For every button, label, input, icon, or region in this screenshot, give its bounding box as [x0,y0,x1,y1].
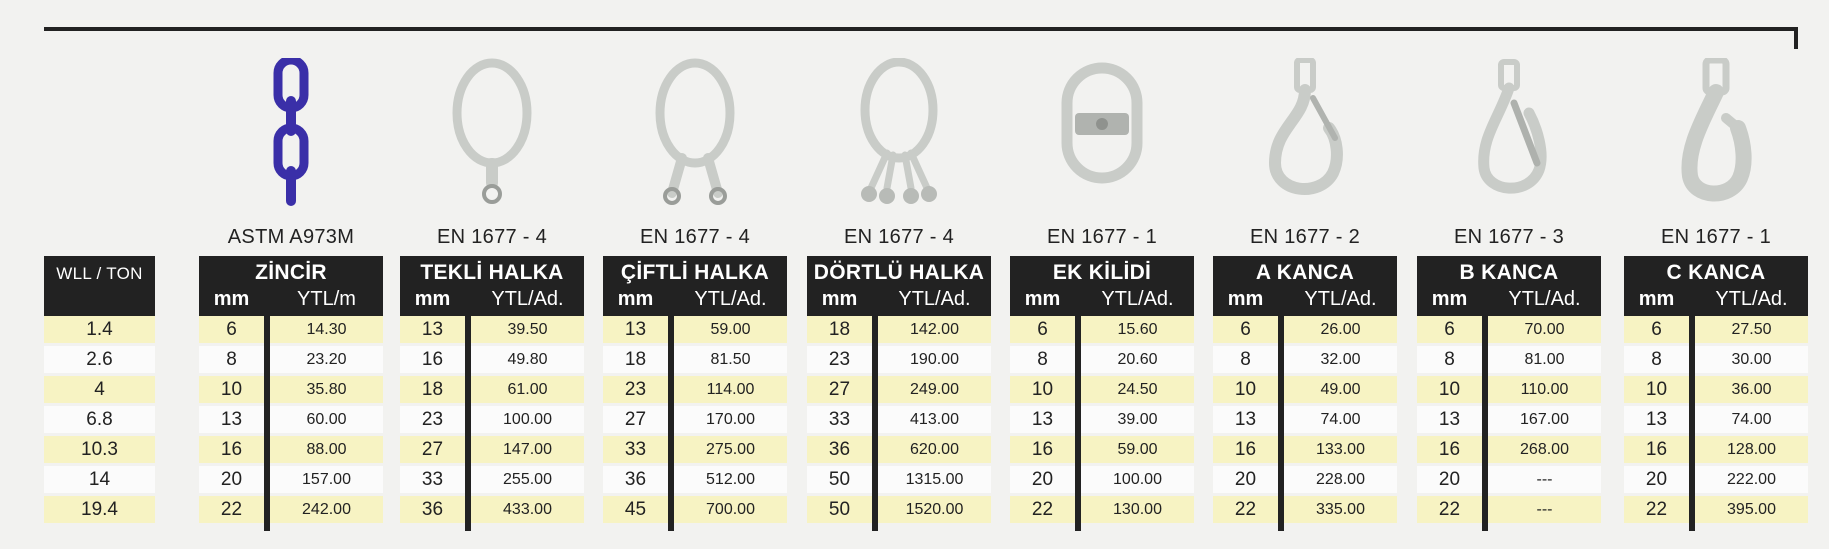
mm-column-label: mm [1431,288,1468,310]
price-value: 15.60 [1081,316,1194,343]
product-image [199,58,383,218]
price-value: 395.00 [1695,496,1808,523]
wll-column [44,0,155,549]
price-value: 249.00 [878,376,991,403]
product-standard: EN 1677 - 4 [843,226,955,248]
product-image [1010,58,1194,218]
product-standard: EN 1677 - 1 [1660,226,1772,248]
mm-value: 18 [807,316,872,343]
mm-value: 6 [1417,316,1482,343]
mm-column-label: mm [1227,288,1264,310]
quad-master-link-icon [849,58,949,208]
product-title: ÇİFTLİ HALKA [620,261,770,284]
product-image [603,58,787,218]
mm-value: 22 [1213,496,1278,523]
mm-value: 20 [1213,466,1278,493]
mm-value: 23 [807,346,872,373]
product-standard: EN 1677 - 2 [1249,226,1361,248]
mm-value: 23 [603,376,668,403]
mm-value: 22 [199,496,264,523]
product-header [199,256,383,316]
mm-value: 8 [199,346,264,373]
mm-value: 36 [807,436,872,463]
mm-value: 13 [603,316,668,343]
product-standard: EN 1677 - 3 [1453,226,1565,248]
price-column-label: YTL/Ad. [1508,288,1581,310]
product-title: B KANCA [1459,261,1559,284]
price-value: 26.00 [1284,316,1397,343]
price-value: 20.60 [1081,346,1194,373]
product-title: A KANCA [1255,261,1355,284]
mm-column-label: mm [617,288,654,310]
product-title: DÖRTLÜ HALKA [813,261,985,284]
product-column-8 [1624,0,1808,549]
price-value: 128.00 [1695,436,1808,463]
mm-value: 16 [1213,436,1278,463]
mm-value: 20 [199,466,264,493]
price-value: 81.00 [1488,346,1601,373]
price-value: 70.00 [1488,316,1601,343]
wll-value: 6.8 [44,406,155,433]
mm-value: 10 [1010,376,1075,403]
price-value: 39.50 [471,316,584,343]
mm-value: 20 [1417,466,1482,493]
product-standard: EN 1677 - 4 [436,226,548,248]
price-value: 413.00 [878,406,991,433]
product-image [1624,58,1808,218]
product-title: TEKLİ HALKA [420,261,564,284]
mm-value: 50 [807,466,872,493]
product-title: EK KİLİDİ [1052,261,1152,284]
mm-value: 33 [807,406,872,433]
mm-value: 6 [1213,316,1278,343]
price-column-label: YTL/Ad. [1715,288,1788,310]
double-master-link-icon [650,58,740,208]
price-value: 30.00 [1695,346,1808,373]
price-value: 130.00 [1081,496,1194,523]
mm-value: 27 [603,406,668,433]
product-column-5 [1010,0,1194,549]
mm-value: 50 [807,496,872,523]
mm-column-label: mm [821,288,858,310]
connecting-link-icon [1057,58,1147,208]
mm-value: 20 [1010,466,1075,493]
price-value: 268.00 [1488,436,1601,463]
price-value: 228.00 [1284,466,1397,493]
product-column-1 [199,0,383,549]
mm-column-label: mm [414,288,451,310]
wll-value: 4 [44,376,155,403]
mm-value: 8 [1417,346,1482,373]
price-column-label: YTL/Ad. [1304,288,1377,310]
safety-hook-icon [1459,58,1559,208]
price-value: 61.00 [471,376,584,403]
price-value: 39.00 [1081,406,1194,433]
mm-value: 27 [807,376,872,403]
mm-value: 27 [400,436,465,463]
wll-value: 1.4 [44,316,155,343]
mm-column-label: mm [213,288,250,310]
product-header [1213,256,1397,316]
mm-value: 22 [1417,496,1482,523]
wll-value: 2.6 [44,346,155,373]
price-value: 620.00 [878,436,991,463]
mm-value: 45 [603,496,668,523]
grab-hook-icon [1666,58,1766,208]
price-value: 36.00 [1695,376,1808,403]
product-image [807,58,991,218]
mm-value: 6 [1010,316,1075,343]
mm-value: 8 [1213,346,1278,373]
price-column-label: YTL/m [297,288,356,310]
mm-value: 22 [1624,496,1689,523]
price-value: 147.00 [471,436,584,463]
price-column-label: YTL/Ad. [1101,288,1174,310]
price-value: 59.00 [1081,436,1194,463]
price-value: 49.00 [1284,376,1397,403]
mm-value: 10 [1213,376,1278,403]
price-value: 157.00 [270,466,383,493]
product-header [807,256,991,316]
product-image [1213,58,1397,218]
price-value: --- [1488,496,1601,523]
mm-value: 8 [1010,346,1075,373]
mm-value: 16 [400,346,465,373]
price-value: 49.80 [471,346,584,373]
mm-value: 8 [1624,346,1689,373]
product-title: C KANCA [1666,261,1766,284]
price-value: 242.00 [270,496,383,523]
price-value: 167.00 [1488,406,1601,433]
product-image [1417,58,1601,218]
mm-value: 13 [199,406,264,433]
mm-value: 36 [400,496,465,523]
mm-value: 10 [199,376,264,403]
price-column-label: YTL/Ad. [898,288,971,310]
mm-value: 22 [1010,496,1075,523]
price-value: 275.00 [674,436,787,463]
price-value: 1315.00 [878,466,991,493]
mm-value: 6 [199,316,264,343]
product-column-6 [1213,0,1397,549]
mm-column-label: mm [1638,288,1675,310]
price-value: 133.00 [1284,436,1397,463]
price-value: 74.00 [1695,406,1808,433]
mm-value: 20 [1624,466,1689,493]
price-value: 433.00 [471,496,584,523]
price-value: 32.00 [1284,346,1397,373]
price-value: 114.00 [674,376,787,403]
product-header [1417,256,1601,316]
price-value: 100.00 [471,406,584,433]
mm-value: 10 [1417,376,1482,403]
price-value: 170.00 [674,406,787,433]
mm-value: 16 [1417,436,1482,463]
product-standard: ASTM A973M [227,226,355,248]
price-value: 110.00 [1488,376,1601,403]
mm-value: 16 [199,436,264,463]
wll-header-label: WLL / TON [56,264,143,283]
product-standard: EN 1677 - 1 [1046,226,1158,248]
wll-value: 10.3 [44,436,155,463]
product-header [1624,256,1808,316]
price-value: 190.00 [878,346,991,373]
mm-value: 23 [400,406,465,433]
mm-column-label: mm [1024,288,1061,310]
wll-value: 14 [44,466,155,493]
mm-value: 16 [1010,436,1075,463]
mm-value: 18 [400,376,465,403]
mm-value: 13 [1213,406,1278,433]
mm-value: 18 [603,346,668,373]
mm-value: 36 [603,466,668,493]
mm-value: 13 [1417,406,1482,433]
product-column-2 [400,0,584,549]
price-value: 23.20 [270,346,383,373]
price-value: 60.00 [270,406,383,433]
price-column-label: YTL/Ad. [694,288,767,310]
price-value: 255.00 [471,466,584,493]
price-value: 74.00 [1284,406,1397,433]
product-header [1010,256,1194,316]
chain-icon [256,58,326,208]
product-standard: EN 1677 - 4 [639,226,751,248]
price-value: 27.50 [1695,316,1808,343]
price-value: 142.00 [878,316,991,343]
wll-header [44,256,155,316]
price-value: 335.00 [1284,496,1397,523]
product-image [400,58,584,218]
mm-value: 13 [1010,406,1075,433]
price-value: 35.80 [270,376,383,403]
price-value: 24.50 [1081,376,1194,403]
mm-value: 13 [400,316,465,343]
price-value: 59.00 [674,316,787,343]
price-value: 81.50 [674,346,787,373]
price-value: 700.00 [674,496,787,523]
mm-value: 10 [1624,376,1689,403]
mm-value: 16 [1624,436,1689,463]
price-value: 512.00 [674,466,787,493]
product-title: ZİNCİR [255,261,327,284]
price-value: 1520.00 [878,496,991,523]
price-value: --- [1488,466,1601,493]
price-value: 100.00 [1081,466,1194,493]
price-value: 14.30 [270,316,383,343]
mm-value: 13 [1624,406,1689,433]
price-value: 222.00 [1695,466,1808,493]
mm-value: 33 [400,466,465,493]
sling-hook-icon [1255,58,1355,208]
product-header [603,256,787,316]
mm-value: 6 [1624,316,1689,343]
price-column-label: YTL/Ad. [491,288,564,310]
product-column-3 [603,0,787,549]
product-column-4 [807,0,991,549]
single-master-link-icon [447,58,537,208]
mm-value: 33 [603,436,668,463]
product-header [400,256,584,316]
price-value: 88.00 [270,436,383,463]
wll-value: 19.4 [44,496,155,523]
product-column-7 [1417,0,1601,549]
